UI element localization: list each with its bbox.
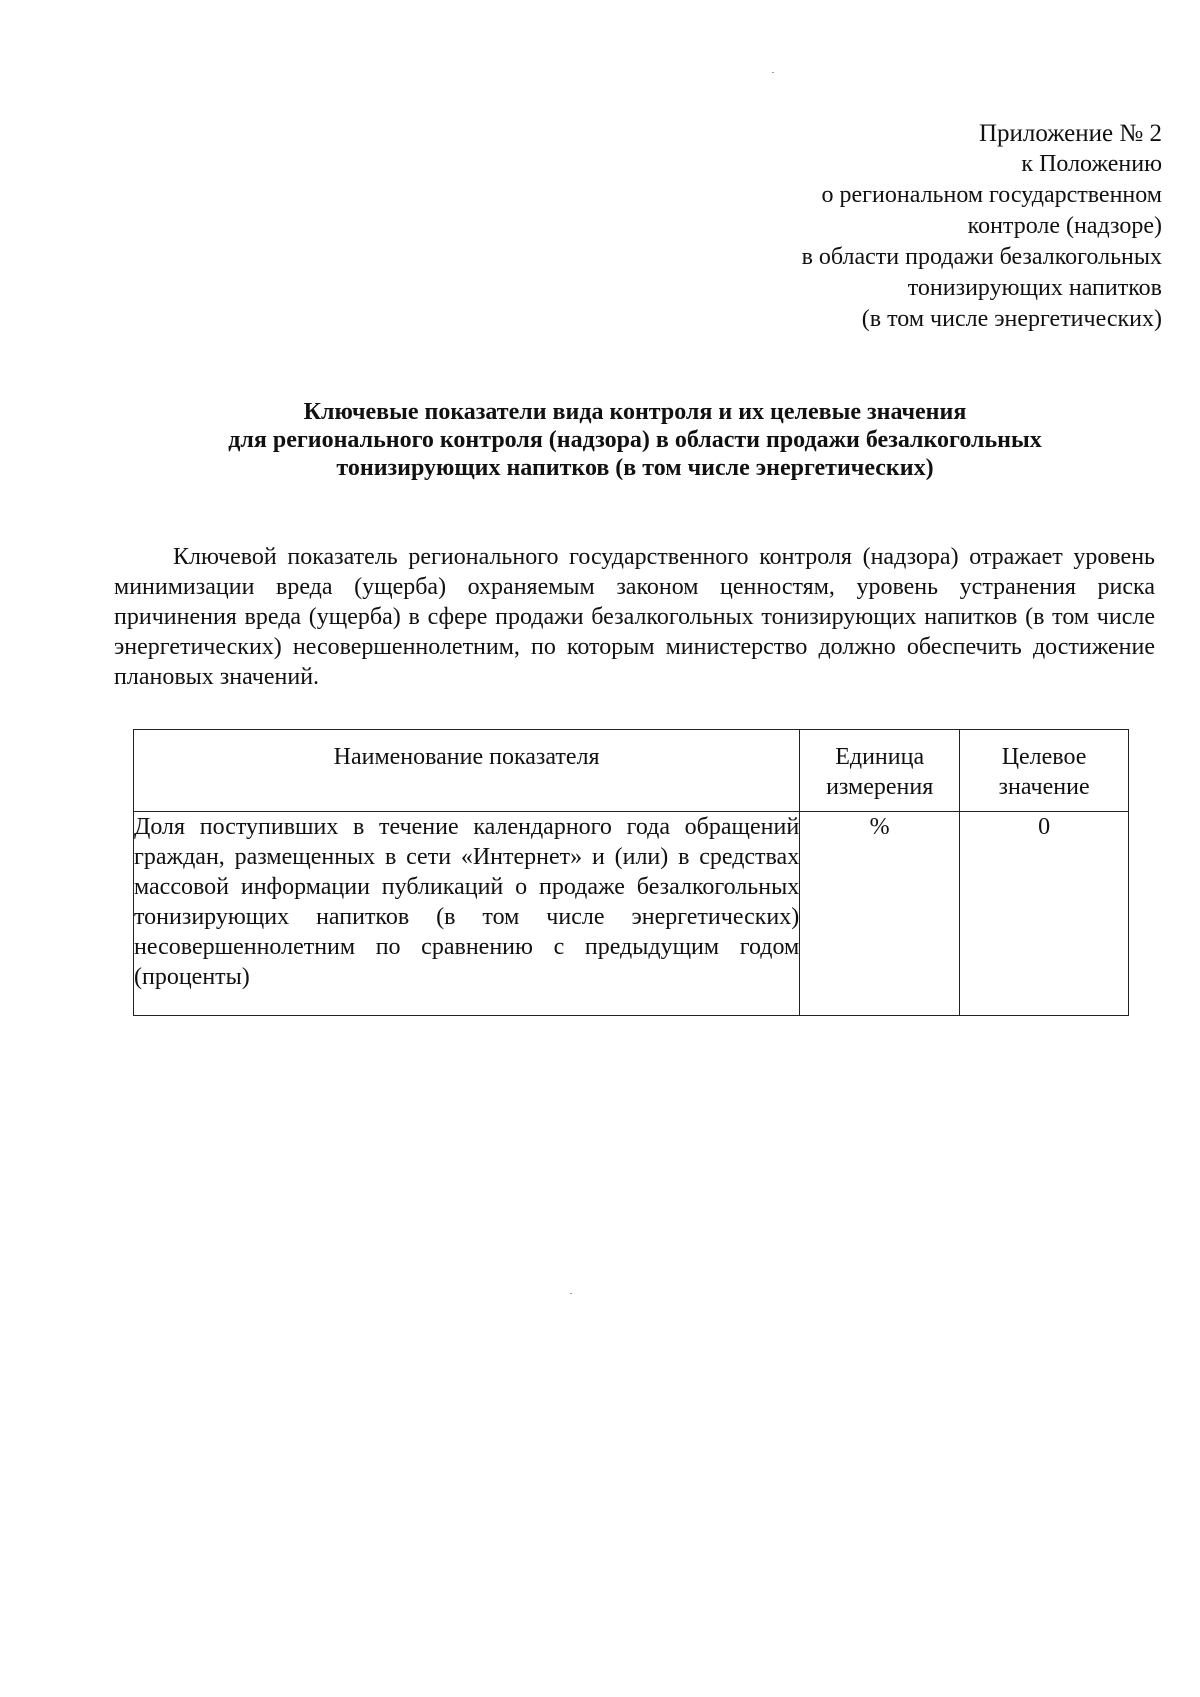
indicator-unit-cell: % — [800, 812, 960, 1016]
table-header-row — [134, 730, 1129, 812]
table-row — [134, 812, 1129, 1016]
indicators-table — [133, 729, 1129, 1016]
appendix-line: о региональном государственном — [821, 182, 1162, 208]
appendix-line: тонизирующих напитков — [907, 275, 1162, 301]
appendix-line: к Положению — [1021, 151, 1162, 177]
header-unit-line: Единица — [835, 744, 925, 770]
header-target-line: значение — [998, 774, 1090, 800]
appendix-line: (в том числе энергетических) — [861, 306, 1162, 332]
indicator-name-cell: Доля поступивших в течение календарного года обращений граждан, размещенных в сети «Интернет» и (или) в средствах массовой информации публикаций о продаже безалкогольных тонизирующих напитков (в том числе энергетических) несовершеннолетним по сравнению с предыдущим годом (проценты) — [134, 812, 800, 1016]
appendix-line: в области продажи безалкогольных — [801, 244, 1162, 270]
title-line: тонизирующих напитков (в том числе энергетических) — [336, 455, 934, 481]
scan-speck — [570, 1293, 572, 1294]
scan-speck — [772, 72, 774, 73]
document-title — [130, 398, 1140, 482]
header-unit-line: измерения — [826, 774, 934, 800]
appendix-line: контроле (надзоре) — [967, 213, 1162, 239]
header-target-line: Целевое — [1001, 744, 1087, 770]
appendix-line: Приложение № 2 — [978, 120, 1162, 147]
header-indicator-name: Наименование показателя — [134, 730, 800, 812]
indicator-target-cell: 0 — [960, 812, 1129, 1016]
title-line: Ключевые показатели вида контроля и их целевые значения — [303, 399, 967, 425]
appendix-heading — [802, 118, 1162, 335]
title-line: для регионального контроля (надзора) в области продажи безалкогольных — [228, 427, 1042, 453]
intro-paragraph: Ключевой показатель регионального государственного контроля (надзора) отражает уровень минимизации вреда (ущерба) охраняемым законом ценностям, уровень устранения риска причинения вреда (ущерба) в сфере продажи безалкогольных тонизирующих напитков (в том числе энергетических) несовершеннолетним, по которым министерство должно обеспечить достижение плановых значений. — [114, 544, 1155, 690]
header-target — [960, 730, 1129, 812]
header-unit — [800, 730, 960, 812]
